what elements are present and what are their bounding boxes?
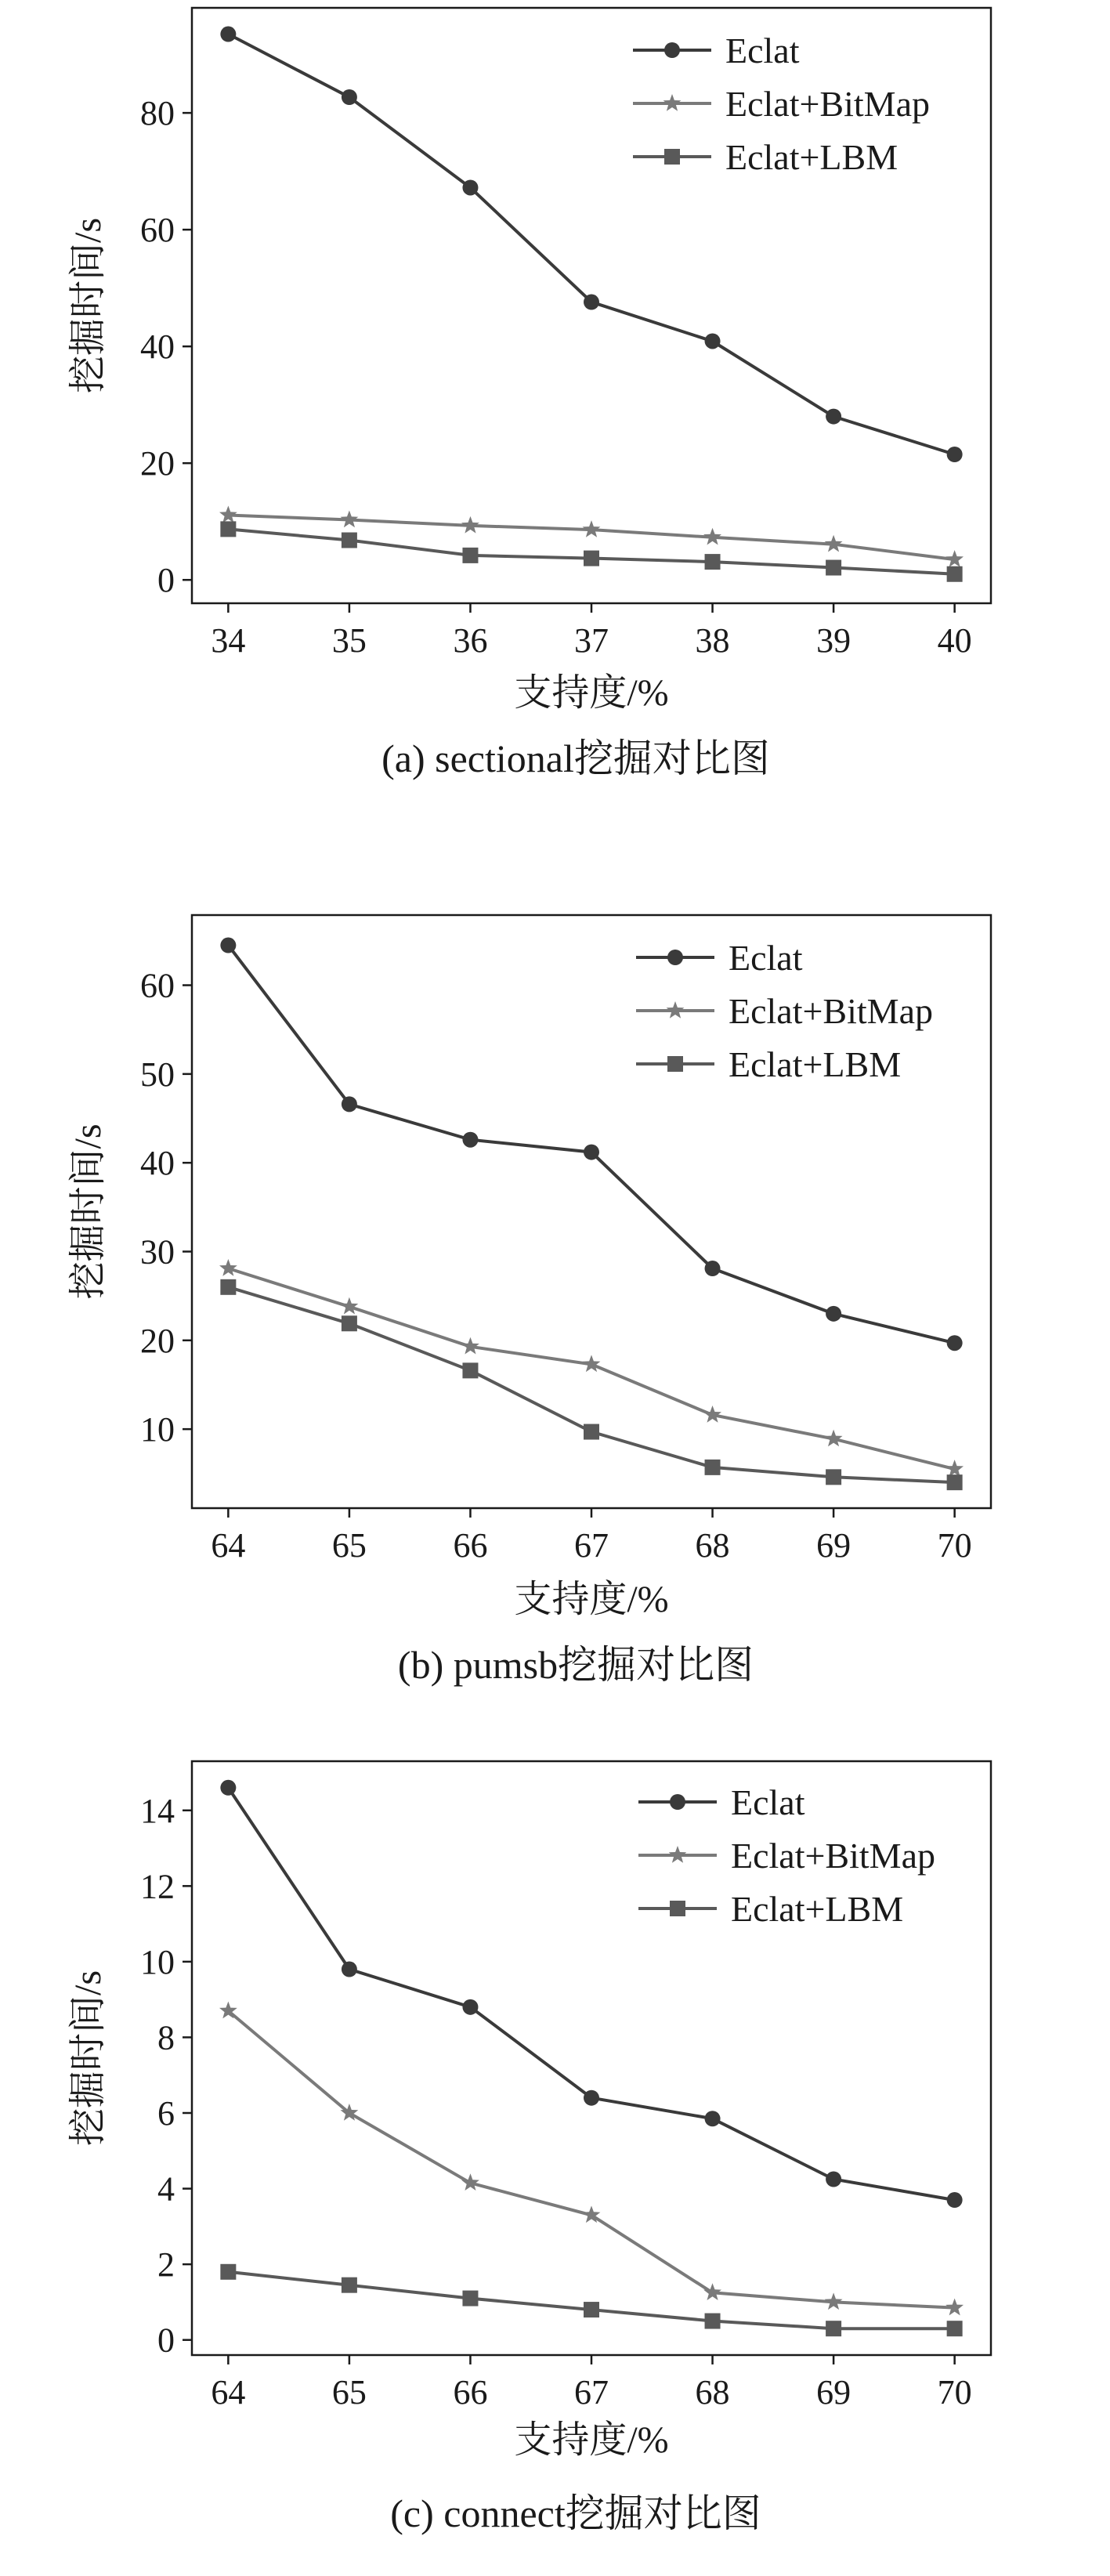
- x-tick-label: 38: [695, 621, 730, 660]
- y-tick-label: 12: [140, 1867, 175, 1906]
- legend-marker: [664, 149, 680, 165]
- data-point: [825, 535, 843, 552]
- legend-marker: [664, 42, 680, 58]
- data-point: [462, 548, 478, 563]
- data-point: [826, 409, 841, 425]
- data-point: [947, 1474, 963, 1490]
- y-tick-label: 20: [140, 444, 175, 483]
- data-point: [583, 520, 601, 537]
- data-point: [342, 1096, 357, 1112]
- y-tick-label: 10: [140, 1942, 175, 1981]
- legend-marker: [670, 1901, 685, 1916]
- data-point: [462, 1362, 478, 1378]
- legend-label: Eclat+BitMap: [729, 991, 933, 1031]
- series-eclat-lbm: [220, 2264, 962, 2336]
- chart-caption: (a) sectional挖掘对比图: [381, 736, 770, 780]
- data-point: [462, 2291, 478, 2306]
- data-point: [826, 2321, 841, 2336]
- x-tick-label: 66: [453, 1526, 488, 1565]
- x-tick-label: 36: [453, 621, 488, 660]
- chart-panel-c: [0, 1755, 1110, 2572]
- data-point: [825, 2292, 843, 2310]
- series-line: [228, 2272, 954, 2328]
- x-tick-label: 67: [574, 1526, 609, 1565]
- data-point: [219, 506, 237, 523]
- chart-caption: (c) connect挖掘对比图: [390, 2491, 761, 2535]
- data-point: [705, 333, 721, 349]
- x-tick-label: 68: [695, 1526, 730, 1565]
- data-point: [583, 1355, 601, 1372]
- data-point: [826, 2171, 841, 2187]
- data-point: [947, 566, 963, 582]
- legend-label: Eclat: [725, 31, 800, 71]
- data-point: [220, 1279, 236, 1295]
- data-point: [947, 2192, 963, 2208]
- x-tick-label: 67: [574, 2373, 609, 2411]
- data-point: [341, 1297, 359, 1315]
- y-tick-label: 2: [157, 2245, 175, 2285]
- chart-a: [0, 0, 1110, 830]
- y-tick-label: 60: [140, 211, 175, 250]
- legend-label: Eclat+LBM: [731, 1889, 904, 1929]
- data-point: [342, 2278, 357, 2293]
- legend-label: Eclat: [729, 938, 803, 978]
- data-point: [584, 1424, 599, 1440]
- x-tick-label: 69: [816, 2373, 851, 2411]
- data-point: [461, 516, 479, 534]
- legend-label: Eclat+BitMap: [725, 84, 930, 124]
- x-tick-label: 35: [331, 621, 367, 660]
- data-point: [584, 1145, 599, 1160]
- data-point: [220, 938, 236, 953]
- series-eclat-lbm: [220, 1279, 962, 1490]
- x-tick-label: 70: [937, 1526, 972, 1565]
- y-tick-label: 8: [157, 2018, 175, 2057]
- y-tick-label: 40: [140, 1144, 175, 1183]
- x-tick-label: 69: [816, 1526, 851, 1565]
- chart-caption: (b) pumsb挖掘对比图: [397, 1643, 754, 1687]
- x-tick-label: 64: [211, 1526, 246, 1565]
- x-tick-label: 64: [211, 2373, 246, 2411]
- data-point: [826, 560, 841, 576]
- data-point: [947, 2321, 963, 2336]
- data-point: [703, 2283, 721, 2300]
- chart-b: [0, 877, 1110, 1708]
- y-tick-label: 50: [140, 1055, 175, 1094]
- data-point: [826, 1306, 841, 1322]
- data-point: [705, 2314, 721, 2329]
- legend-label: Eclat+BitMap: [731, 1836, 935, 1876]
- data-point: [584, 295, 599, 310]
- data-point: [705, 1460, 721, 1475]
- data-point: [705, 554, 721, 570]
- data-point: [462, 1132, 478, 1148]
- y-tick-label: 0: [157, 561, 175, 600]
- data-point: [703, 528, 721, 545]
- x-tick-label: 65: [331, 2373, 367, 2411]
- y-tick-label: 30: [140, 1232, 175, 1272]
- data-point: [342, 89, 357, 105]
- legend-marker: [667, 950, 683, 965]
- data-point: [342, 1962, 357, 1977]
- data-point: [342, 1315, 357, 1331]
- data-point: [705, 2111, 721, 2126]
- data-point: [584, 2090, 599, 2106]
- data-point: [462, 1999, 478, 2015]
- legend-label: Eclat: [731, 1782, 805, 1822]
- y-tick-label: 0: [157, 2321, 175, 2360]
- series-eclat-bitmap: [219, 1259, 964, 1477]
- data-point: [584, 551, 599, 566]
- y-axis-label: 挖掘时间/s: [67, 1970, 109, 2147]
- y-tick-label: 60: [140, 966, 175, 1005]
- data-point: [945, 550, 964, 567]
- data-point: [703, 1406, 721, 1423]
- data-point: [461, 2173, 479, 2191]
- data-point: [462, 179, 478, 195]
- data-point: [947, 447, 963, 462]
- chart-panel-a: [0, 0, 1110, 830]
- y-tick-label: 40: [140, 327, 175, 367]
- y-tick-label: 80: [140, 94, 175, 133]
- data-point: [584, 2302, 599, 2317]
- data-point: [220, 1780, 236, 1796]
- data-point: [945, 2299, 964, 2316]
- legend-marker: [663, 94, 682, 111]
- chart-c: [0, 1755, 1110, 2572]
- x-tick-label: 37: [574, 621, 609, 660]
- x-axis-label: 支持度/%: [514, 1579, 669, 1620]
- y-axis-label: 挖掘时间/s: [67, 217, 109, 394]
- legend-marker: [667, 1056, 683, 1072]
- data-point: [220, 2264, 236, 2280]
- x-tick-label: 40: [937, 621, 972, 660]
- x-tick-label: 68: [695, 2373, 730, 2411]
- x-axis-label: 支持度/%: [514, 672, 669, 714]
- legend-label: Eclat+LBM: [725, 137, 898, 177]
- x-axis-label: 支持度/%: [514, 2419, 669, 2461]
- data-point: [945, 1460, 964, 1477]
- x-tick-label: 39: [816, 621, 851, 660]
- data-point: [341, 511, 359, 528]
- data-point: [705, 1261, 721, 1276]
- legend-marker: [669, 1846, 687, 1863]
- y-tick-label: 6: [157, 2094, 175, 2133]
- x-tick-label: 66: [453, 2373, 488, 2411]
- data-point: [826, 1469, 841, 1485]
- data-point: [220, 27, 236, 42]
- data-point: [825, 1430, 843, 1447]
- data-point: [342, 533, 357, 548]
- series-eclat-bitmap: [219, 2002, 964, 2316]
- x-tick-label: 70: [937, 2373, 972, 2411]
- chart-panel-b: [0, 877, 1110, 1708]
- data-point: [220, 521, 236, 537]
- legend-marker: [667, 1001, 685, 1018]
- data-point: [461, 1337, 479, 1355]
- y-tick-label: 20: [140, 1321, 175, 1360]
- data-point: [947, 1335, 963, 1351]
- legend-marker: [670, 1794, 685, 1810]
- x-tick-label: 34: [211, 621, 246, 660]
- y-axis-label: 挖掘时间/s: [67, 1123, 109, 1300]
- x-tick-label: 65: [331, 1526, 367, 1565]
- y-tick-label: 14: [140, 1791, 175, 1830]
- legend-label: Eclat+LBM: [729, 1044, 902, 1084]
- y-tick-label: 10: [140, 1410, 175, 1449]
- y-tick-label: 4: [157, 2169, 175, 2209]
- data-point: [219, 1259, 237, 1276]
- series-line: [228, 2011, 954, 2308]
